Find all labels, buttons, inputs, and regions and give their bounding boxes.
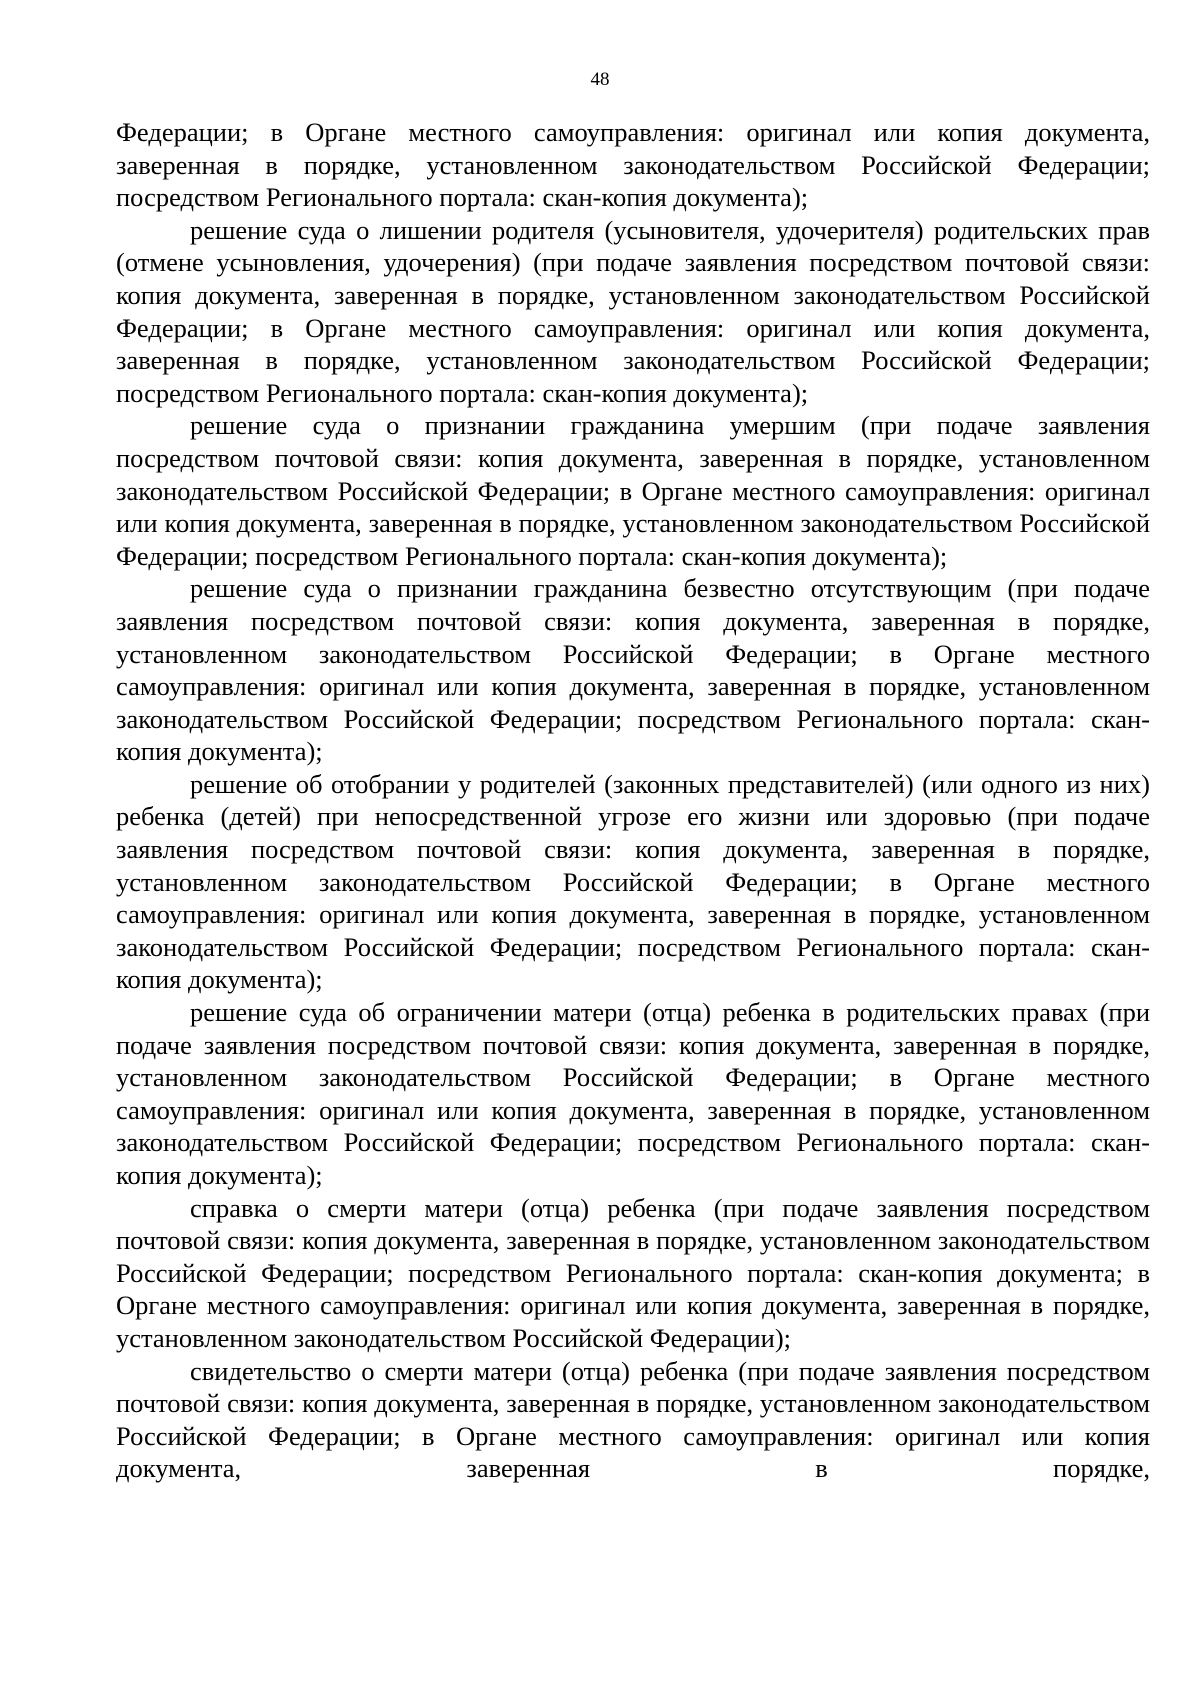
page-number: 48 — [590, 69, 610, 90]
paragraph-court-decision-missing-person: решение суда о признании гражданина безвестно отсутствующим (при подаче заявления посредством почтовой связи: копия документа, заверенная в порядке, установленном законодательством Российской Федерации; в Органе местного самоуправления: оригинал или копия документа, заверенная в порядке, установленном законодательством Российской Федерации; посредством Регионального портала: скан-копия документа); — [116, 573, 1150, 767]
paragraph-death-certificate: свидетельство о смерти матери (отца) ребенка (при подаче заявления посредством почтовой связи: копия документа, заверенная в порядке, установленном законодательством Российской Федерации; в Органе местного самоуправления: оригинал или копия документа, заверенная в порядке, — [116, 1355, 1150, 1484]
paragraph-decision-child-removal: решение об отобрании у родителей (законных представителей) (или одного из них) ребенка (детей) при непосредственной угрозе его жизни или здоровью (при подаче заявления посредством почтовой связи: копия документа, заверенная в порядке, установленном законодательством Российской Федерации; в Органе местного самоуправления: оригинал или копия документа, заверенная в порядке, установленном законодательством Российской Федерации; посредством Регионального портала: скан-копия документа); — [116, 768, 1150, 995]
document-body — [116, 116, 1150, 1485]
paragraph-court-decision-deprivation-rights: решение суда о лишении родителя (усыновителя, удочерителя) родительских прав (отмене усыновления, удочерения) (при подаче заявления посредством почтовой связи: копия документа, заверенная в порядке, установленном законодательством Российской Федерации; в Органе местного самоуправления: оригинал или копия документа, заверенная в порядке, установленном законодательством Российской Федерации; посредством Регионального портала: скан-копия документа); — [116, 214, 1150, 408]
paragraph-court-decision-declared-dead: решение суда о признании гражданина умершим (при подаче заявления посредством почтовой связи: копия документа, заверенная в порядке, установленном законодательством Российской Федерации; в Органе местного самоуправления: оригинал или копия документа, заверенная в порядке, установленном законодательством Российской Федерации; посредством Регионального портала: скан-копия документа); — [116, 410, 1150, 571]
paragraph-continuation: Федерации; в Органе местного самоуправления: оригинал или копия документа, заверенная в порядке, установленном законодательством Российской Федерации; посредством Регионального портала: скан-копия документа); — [116, 117, 1150, 213]
paragraph-death-certificate-note: справка о смерти матери (отца) ребенка (при подаче заявления посредством почтовой связи: копия документа, заверенная в порядке, установленном законодательством Российской Федерации; посредством Регионального портала: скан-копия документа; в Органе местного самоуправления: оригинал или копия документа, заверенная в порядке, установленном законодательством Российской Федерации); — [116, 1192, 1150, 1353]
paragraph-court-decision-rights-restriction: решение суда об ограничении матери (отца) ребенка в родительских правах (при подаче заявления посредством почтовой связи: копия документа, заверенная в порядке, установленном законодательством Российской Федерации; в Органе местного самоуправления: оригинал или копия документа, заверенная в порядке, установленном законодательством Российской Федерации; посредством Регионального портала: скан-копия документа); — [116, 997, 1150, 1190]
